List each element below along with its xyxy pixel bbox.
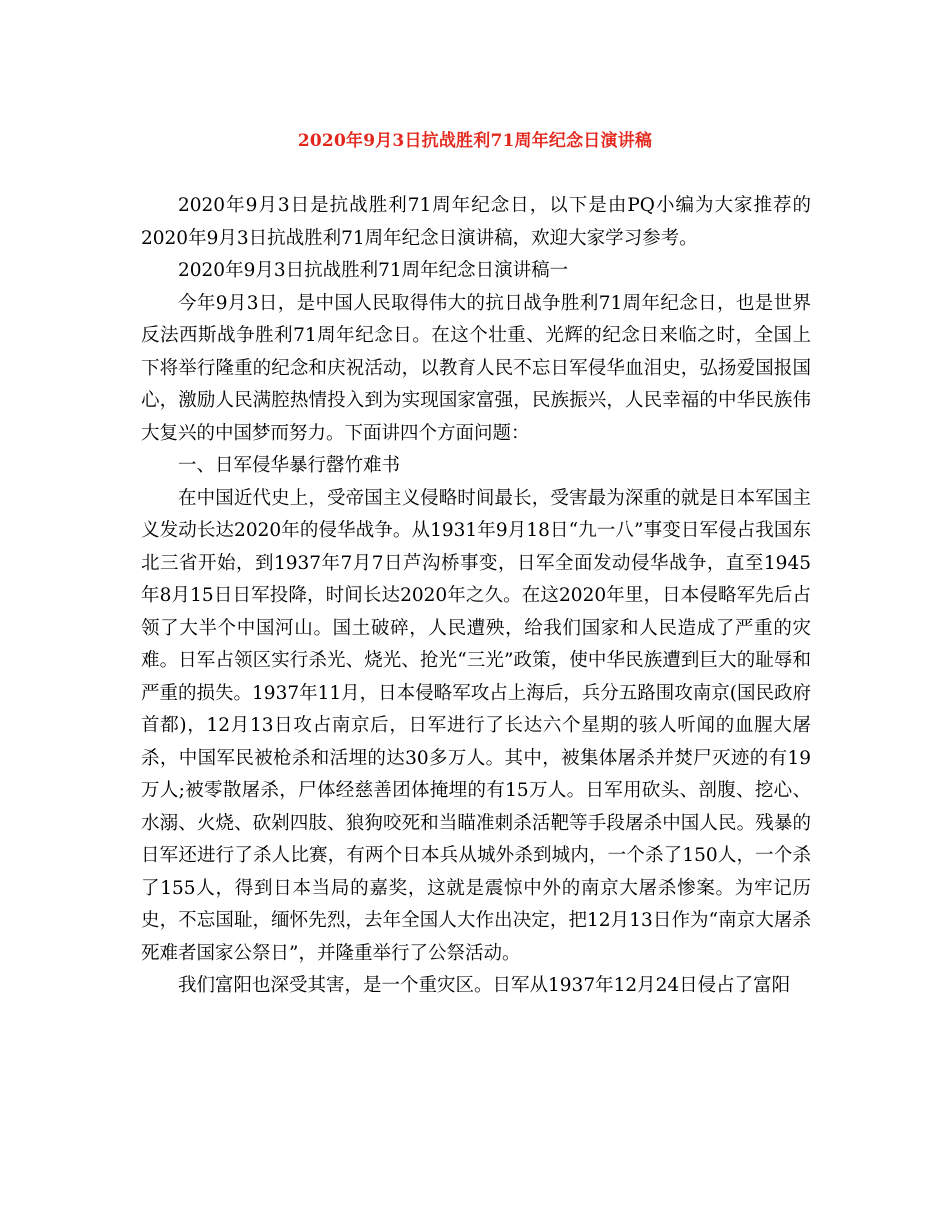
document-body [141, 190, 811, 1003]
paragraph-speech-heading: 2020年9月3日抗战胜利71周年纪念日演讲稿一 [178, 260, 569, 281]
paragraph-section-1-body: 在中国近代史上，受帝国主义侵略时间最长，受害最为深重的就是日本军国主义发动长达2020年的侵华战争。从1931年9月18日“九一八”事变日军侵占我国东北三省开始，到1937年7月7日芦沟桥事变，日军全面发动侵华战争，直至1945年8月15日日军投降，时间长达2020年之久。在这2020年里，日本侵略军先后占领了大半个中国河山。国土破碎，人民遭殃，给我们国家和人民造成了严重的灾难。日军占领区实行杀光、烧光、抢光“三光”政策，使中华民族遭到巨大的耻辱和严重的损失。1937年11月，日本侵略军攻占上海后，兵分五路围攻南京(国民政府首都)，12月13日攻占南京后，日军进行了长达六个星期的骇人听闻的血腥大屠杀，中国军民被枪杀和活埋的达30多万人。其中，被集体屠杀并焚尸灭迹的有19万人;被零散屠杀，尸体经慈善团体掩埋的有15万人。日军用砍头、剖腹、挖心、水溺、火烧、砍剁四肢、狼狗咬死和当瞄准刺杀活靶等手段屠杀中国人民。残暴的日军还进行了杀人比赛，有两个日本兵从城外杀到城内，一个杀了150人，一个杀了155人，得到日本当局的嘉奖，这就是震惊中外的南京大屠杀惨案。为牢记历史，不忘国耻，缅怀先烈，去年全国人大作出决定，把12月13日作为“南京大屠杀死难者国家公祭日”，并隆重举行了公祭活动。 [141, 487, 811, 964]
paragraph-intro: 2020年9月3日是抗战胜利71周年纪念日，以下是由PQ小编为大家推荐的2020年9月3日抗战胜利71周年纪念日演讲稿，欢迎大家学习参考。 [141, 195, 811, 249]
document-title: 2020年9月3日抗战胜利71周年纪念日演讲稿 [297, 131, 653, 151]
paragraph-section-heading-1: 一、日军侵华暴行罄竹难书 [178, 455, 401, 476]
paragraph-opening: 今年9月3日，是中国人民取得伟大的抗日战争胜利71周年纪念日，也是世界反法西斯战争胜利71周年纪念日。在这个壮重、光辉的纪念日来临之时，全国上下将举行隆重的纪念和庆祝活动，以教育人民不忘日军侵华血泪史，弘扬爱国报国心，激励人民满腔热情投入到为实现国家富强，民族振兴，人民幸福的中华民族伟大复兴的中国梦而努力。下面讲四个方面问题： [141, 292, 811, 444]
paragraph-fuyang: 我们富阳也深受其害，是一个重灾区。日军从1937年12月24日侵占了富阳 [178, 975, 791, 996]
